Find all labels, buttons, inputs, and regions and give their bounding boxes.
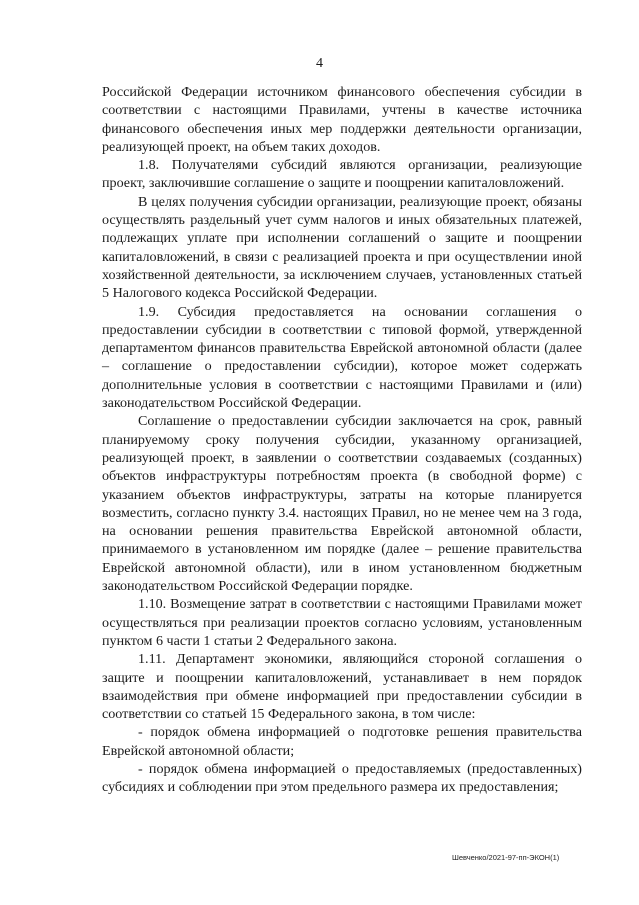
page-number: 4 bbox=[316, 56, 323, 71]
list-item-subsidy-info: - порядок обмена информацией о предоставляемых (предоставленных) субсидиях и соблюдении при этом предельного размера их предоставления; bbox=[102, 760, 582, 796]
paragraph-continuation: Российской Федерации источником финансового обеспечения субсидии в соответствии с настоящими Правилами, учтены в качестве источника финансового обеспечения иных мер поддержки деятельности организации, реализующей проект, на объем таких доходов. bbox=[102, 84, 582, 155]
list-item-decision-info: - порядок обмена информацией о подготовке решения правительства Еврейской автономной области; bbox=[102, 724, 582, 759]
document-body bbox=[102, 83, 582, 797]
paragraph-1-8: 1.8. Получателями субсидий являются организации, реализующие проект, заключившие соглашение о защите и поощрении капиталовложений. bbox=[102, 157, 582, 192]
paragraph-agreement-term: Соглашение о предоставлении субсидии заключается на срок, равный планируемому сроку получения субсидии, указанному организацией, реализующей проект, в заявлении о соответствии создаваемых (созданных) объектов инфраструктуры потребностям проекта (в свободной форме) с указанием объектов инфраструктуры, затраты на которые планируется возместить, согласно пункту 3.4. настоящих Правил, но не менее чем на 3 года, на основании решения правительства Еврейской автономной области, принимаемого в установленном им порядке (далее – решение правительства Еврейской автономной области), или в ином установленном бюджетным законодательством Российской Федерации порядке. bbox=[102, 413, 582, 595]
paragraph-separate-accounting: В целях получения субсидии организации, реализующие проект, обязаны осуществлять раздельный учет сумм налогов и иных обязательных платежей, подлежащих уплате при исполнении соглашений о защите и поощрении капиталовложений, в связи с реализацией проекта и при осуществлении иной хозяйственной деятельности, за исключением случаев, установленных статьей 5 Налогового кодекса Российской Федерации. bbox=[102, 193, 582, 302]
footer-document-code: Шевченко/2021-97-пп-ЭКОН(1) bbox=[452, 853, 560, 862]
paragraph-1-11: 1.11. Департамент экономики, являющийся стороной соглашения о защите и поощрении капиталовложений, устанавливает в нем порядок взаимодействия при обмене информацией при предоставлении субсидии в соответствии со статьей 15 Федерального закона, в том числе: bbox=[102, 651, 582, 723]
paragraph-1-9: 1.9. Субсидия предоставляется на основании соглашения о предоставлении субсидии в соответствии с типовой формой, утвержденной департаментом финансов правительства Еврейской автономной области (далее – соглашение о предоставлении субсидии), которое может содержать дополнительные условия в соответствии с настоящими Правилами и (или) законодательством Российской Федерации. bbox=[102, 303, 582, 412]
paragraph-1-10: 1.10. Возмещение затрат в соответствии с настоящими Правилами может осуществляться при реализации проектов согласно условиям, установленным пунктом 6 части 1 статьи 2 Федерального закона. bbox=[102, 596, 582, 649]
